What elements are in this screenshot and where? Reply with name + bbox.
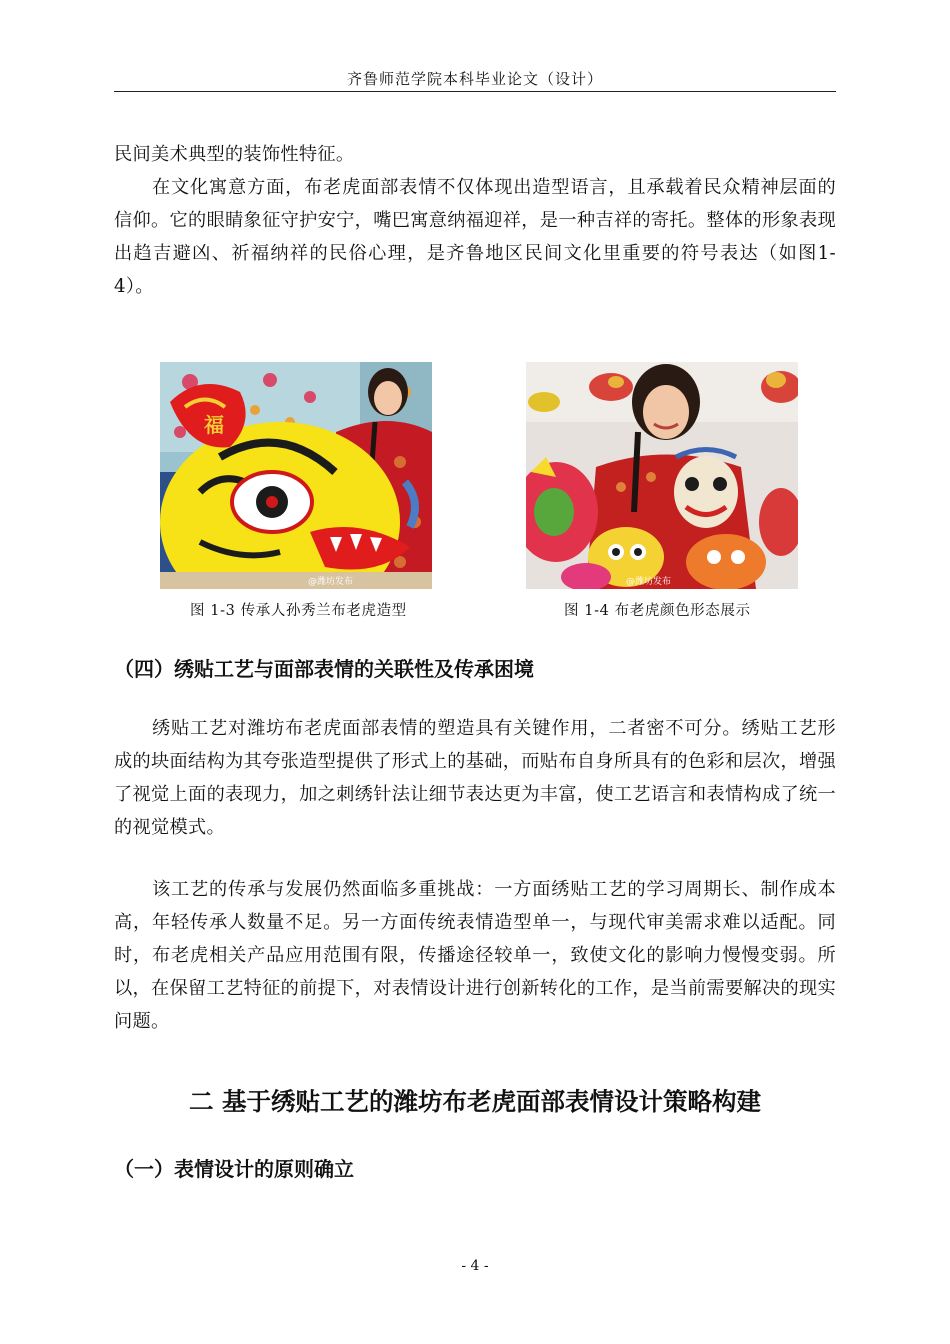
page-number: - 4 - — [461, 1258, 489, 1274]
figure-1-3-photo — [160, 362, 432, 589]
paragraph-craft-relation: 绣贴工艺对潍坊布老虎面部表情的塑造具有关键作用，二者密不可分。绣贴工艺形成的块面结构为其夸张造型提供了形式上的基础，而贴布自身所具有的色彩和层次，增强了视觉上面的表现力，加之刺绣针法让细节表达更为丰富，使工艺语言和表情构成了统一的视觉模式。 — [114, 718, 836, 838]
chapter-heading-2: 二 基于绣贴工艺的潍坊布老虎面部表情设计策略构建 — [188, 1087, 762, 1116]
figure-1-4-caption: 图 1-4 布老虎颜色形态展示 — [564, 603, 751, 619]
header-rule — [114, 91, 836, 92]
watermark: @潍坊发布 — [308, 577, 354, 587]
paragraph-inheritance-challenges: 该工艺的传承与发展仍然面临多重挑战：一方面绣贴工艺的学习周期长、制作成本高，年轻传承人数量不足。另一方面传统表情造型单一，与现代审美需求难以适配。同时，布老虎相关产品应用范围有限，传播途径较单一，致使文化的影响力慢慢变弱。所以，在保留工艺特征的前提下，对表情设计进行创新转化的工作，是当前需要解决的现实问题。 — [114, 879, 836, 1032]
section-heading-2-1: （一）表情设计的原则确立 — [114, 1157, 354, 1181]
running-header: 齐鲁师范学院本科毕业论文（设计） — [346, 70, 603, 88]
paragraph-cultural-meaning: 在文化寓意方面，布老虎面部表情不仅体现出造型语言，且承载着民众精神层面的信仰。它的眼睛象征守护安宁，嘴巴寓意纳福迎祥，是一种吉祥的寄托。整体的形象表现出趋吉避凶、祈福纳祥的民俗心理，是齐鲁地区民间文化里重要的符号表达（如图1-4）。 — [114, 177, 836, 297]
tiger-ear-character: 福 — [204, 413, 224, 437]
watermark: @潍坊发布 — [626, 577, 672, 587]
paragraph-continued: 民间美术典型的装饰性特征。 — [114, 144, 355, 165]
figure-1-3-caption: 图 1-3 传承人孙秀兰布老虎造型 — [190, 603, 407, 619]
figure-1-4-photo — [526, 362, 798, 589]
section-heading-4: （四）绣贴工艺与面部表情的关联性及传承困境 — [114, 657, 534, 681]
